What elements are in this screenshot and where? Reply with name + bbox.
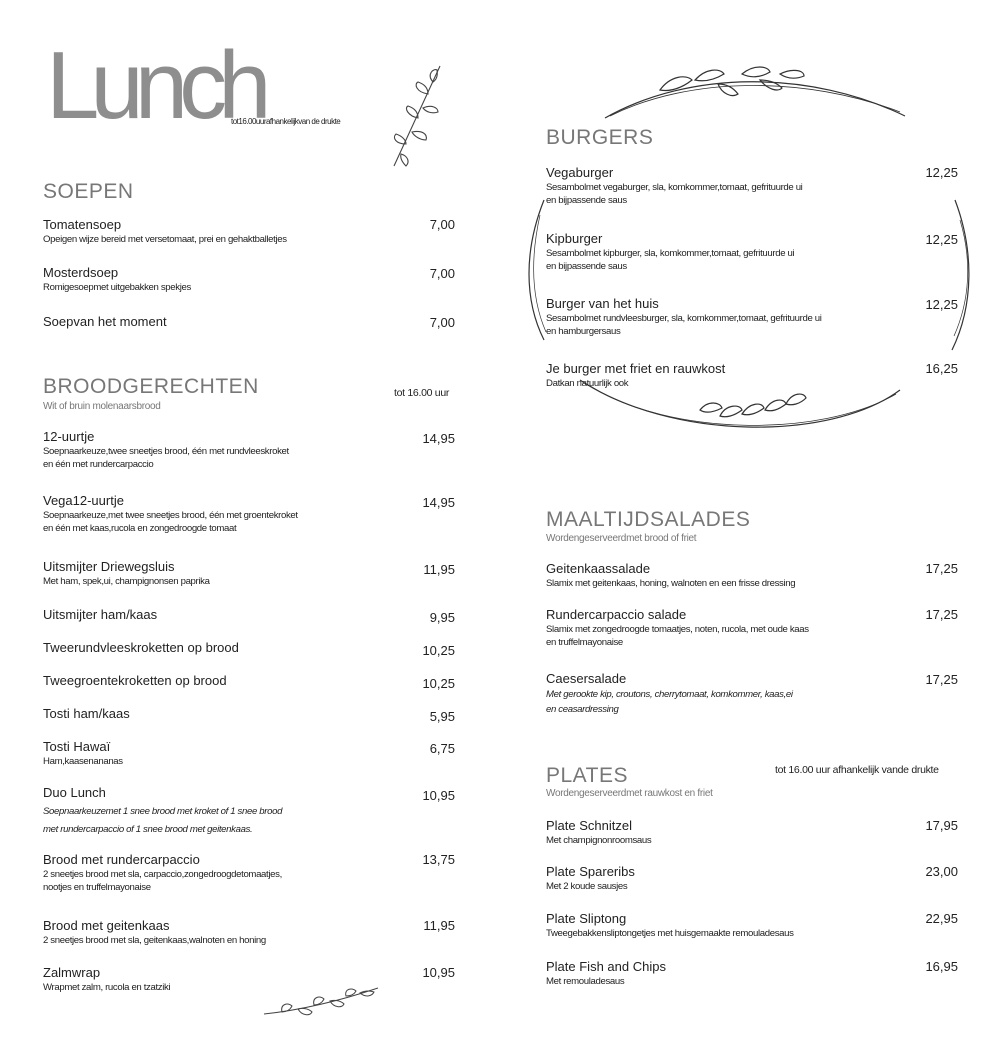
item-price: 10,25 — [422, 643, 455, 658]
menu-item — [43, 673, 227, 689]
item-description: Sesambolmet kipburger, sla, komkommer,tomaat, gefrituurde ui — [546, 248, 795, 259]
menu-item — [546, 959, 666, 988]
menu-item — [43, 429, 289, 471]
item-name: Brood met rundercarpaccio — [43, 852, 200, 867]
item-price: 17,25 — [925, 607, 958, 622]
menu-item — [43, 640, 239, 656]
item-price: 16,25 — [925, 361, 958, 376]
menu-item — [546, 864, 635, 893]
item-name: Kipburger — [546, 231, 603, 246]
item-description: en bijpassende saus — [546, 195, 627, 206]
section-subtitle: Wit of bruin molenaarsbrood — [43, 401, 161, 412]
item-name: Brood met geitenkaas — [43, 918, 170, 933]
item-price: 23,00 — [925, 864, 958, 879]
item-description: Ham,kaasenananas — [43, 756, 123, 767]
item-price: 14,95 — [422, 495, 455, 510]
item-name: Je burger met friet en rauwkost — [546, 361, 726, 376]
menu-item — [546, 165, 802, 207]
item-price: 17,95 — [925, 818, 958, 833]
item-description: en één met kaas,rucola en zongedroogde tomaat — [43, 523, 237, 534]
item-name: Plate Fish and Chips — [546, 959, 666, 974]
item-name: Soepvan het moment — [43, 314, 167, 329]
section-note: tot 16.00 uur afhankelijk vande drukte — [775, 764, 939, 776]
item-name: Vega12-uurtje — [43, 493, 124, 508]
item-price: 12,25 — [925, 165, 958, 180]
item-name: Tosti Hawaï — [43, 739, 111, 754]
item-price: 14,95 — [422, 431, 455, 446]
menu-item — [43, 706, 130, 722]
menu-item — [546, 296, 822, 338]
item-description: Soepnaarkeuzemet 1 snee brood met kroket of 1 snee brood — [43, 806, 283, 817]
item-price: 12,25 — [925, 297, 958, 312]
item-description: Met remouladesaus — [546, 976, 625, 987]
item-description: Met gerookte kip, croutons, cherrytomaat, komkommer, kaas,ei — [546, 689, 793, 700]
section-title-broodgerechten: BROODGERECHTEN — [43, 375, 259, 398]
item-description: Tweegebakkensliptongetjes met huisgemaakte remouladesaus — [546, 928, 794, 939]
item-name: Tosti ham/kaas — [43, 706, 130, 721]
menu-item — [546, 607, 809, 649]
item-name: Plate Sliptong — [546, 911, 627, 926]
item-description: Slamix met geitenkaas, honing, walnoten en een frisse dressing — [546, 578, 796, 589]
item-name: Tweegroentekroketten op brood — [43, 673, 227, 688]
menu-item — [43, 739, 123, 768]
menu-item — [546, 561, 795, 590]
item-description: en bijpassende saus — [546, 261, 627, 272]
item-price: 17,25 — [925, 672, 958, 687]
leaf-branch-icon — [262, 984, 382, 1020]
menu-item — [43, 965, 170, 994]
item-price: 22,95 — [925, 911, 958, 926]
menu-item — [43, 493, 298, 535]
item-description: Sesambolmet vegaburger, sla, komkommer,tomaat, gefrituurde ui — [546, 182, 803, 193]
item-description: Soepnaarkeuze,twee sneetjes brood, één met rundvleeskroket — [43, 446, 289, 457]
item-description: 2 sneetjes brood met sla, carpaccio,zongedroogdetomaatjes, — [43, 869, 282, 880]
menu-item — [43, 852, 282, 894]
menu-item — [546, 231, 794, 273]
item-description: en ceasardressing — [546, 704, 619, 715]
item-description: met rundercarpaccio of 1 snee brood met geitenkaas. — [43, 824, 253, 835]
menu-item — [546, 671, 793, 717]
item-description: Opeigen wijze bereid met versetomaat, prei en gehaktballetjes — [43, 234, 287, 245]
item-name: Zalmwrap — [43, 965, 101, 980]
item-price: 9,95 — [429, 610, 455, 625]
menu-item — [546, 818, 651, 847]
section-title-plates: PLATES — [546, 764, 628, 787]
item-price: 10,25 — [422, 676, 455, 691]
item-name: Burger van het huis — [546, 296, 659, 311]
section-note: tot 16.00 uur — [394, 387, 450, 399]
item-description: en hamburgersaus — [546, 326, 621, 337]
item-name: Duo Lunch — [43, 785, 106, 800]
item-description: Met champignonroomsaus — [546, 835, 652, 846]
item-price: 11,95 — [423, 918, 455, 933]
menu-item — [43, 217, 287, 246]
item-description: Met ham, spek,ui, champignonsen paprika — [43, 576, 210, 587]
menu-item — [43, 607, 157, 623]
item-description: Slamix met zongedroogde tomaatjes, noten, rucola, met oude kaas — [546, 624, 809, 635]
item-name: Plate Spareribs — [546, 864, 635, 879]
item-price: 11,95 — [423, 562, 455, 577]
item-name: Uitsmijter Driewegsluis — [43, 559, 175, 574]
item-price: 10,95 — [422, 965, 455, 980]
menu-item — [43, 314, 167, 330]
menu-item — [546, 911, 794, 940]
item-description: Wrapmet zalm, rucola en tzatziki — [43, 982, 171, 993]
item-price: 17,25 — [925, 561, 958, 576]
item-price: 6,75 — [429, 741, 455, 756]
section-subtitle: Wordengeserveerdmet brood of friet — [546, 533, 697, 544]
item-description: Met 2 koude sausjes — [546, 881, 628, 892]
item-name: Uitsmijter ham/kaas — [43, 607, 158, 622]
page-subtitle: tot16.00uurafhankelijkvan de drukte — [231, 117, 341, 126]
section-title-soepen: SOEPEN — [43, 180, 134, 203]
menu-item — [43, 559, 210, 588]
item-name: Tomatensoep — [43, 217, 122, 232]
item-name: Caesersalade — [546, 671, 627, 686]
item-description: Soepnaarkeuze,met twee sneetjes brood, één met groentekroket — [43, 510, 298, 521]
item-name: Tweerundvleeskroketten op brood — [43, 640, 239, 655]
item-price: 7,00 — [429, 266, 455, 281]
page-title: Lunch — [46, 32, 263, 139]
item-name: Plate Schnitzel — [546, 818, 632, 833]
item-name: Vegaburger — [546, 165, 614, 180]
item-name: Geitenkaassalade — [546, 561, 651, 576]
item-name: Rundercarpaccio salade — [546, 607, 687, 622]
item-description: 2 sneetjes brood met sla, geitenkaas,walnoten en honing — [43, 935, 266, 946]
item-price: 13,75 — [422, 852, 455, 867]
item-name: 12-uurtje — [43, 429, 95, 444]
item-price: 7,00 — [429, 217, 455, 232]
item-description: Romigesoepmet uitgebakken spekjes — [43, 282, 191, 293]
menu-item — [43, 918, 266, 947]
item-price: 12,25 — [925, 232, 958, 247]
leaf-sprig-icon — [388, 62, 448, 170]
item-price: 16,95 — [925, 959, 958, 974]
item-description: Datkan natuurlijk ook — [546, 378, 629, 389]
menu-item — [546, 361, 725, 390]
item-description: nootjes en truffelmayonaise — [43, 882, 151, 893]
menu-item — [43, 785, 282, 839]
section-title-burgers: BURGERS — [546, 126, 654, 149]
item-description: en truffelmayonaise — [546, 637, 623, 648]
item-description: en één met rundercarpaccio — [43, 459, 154, 470]
menu-item — [43, 265, 191, 294]
item-price: 7,00 — [429, 315, 455, 330]
section-title-maaltijdsalades: MAALTIJDSALADES — [546, 508, 751, 531]
section-subtitle: Wordengeserveerdmet rauwkost en friet — [546, 788, 713, 799]
item-price: 5,95 — [429, 709, 455, 724]
item-name: Mosterdsoep — [43, 265, 119, 280]
item-description: Sesambolmet rundvleesburger, sla, komkommer,tomaat, gefrituurde ui — [546, 313, 822, 324]
item-price: 10,95 — [422, 788, 455, 803]
